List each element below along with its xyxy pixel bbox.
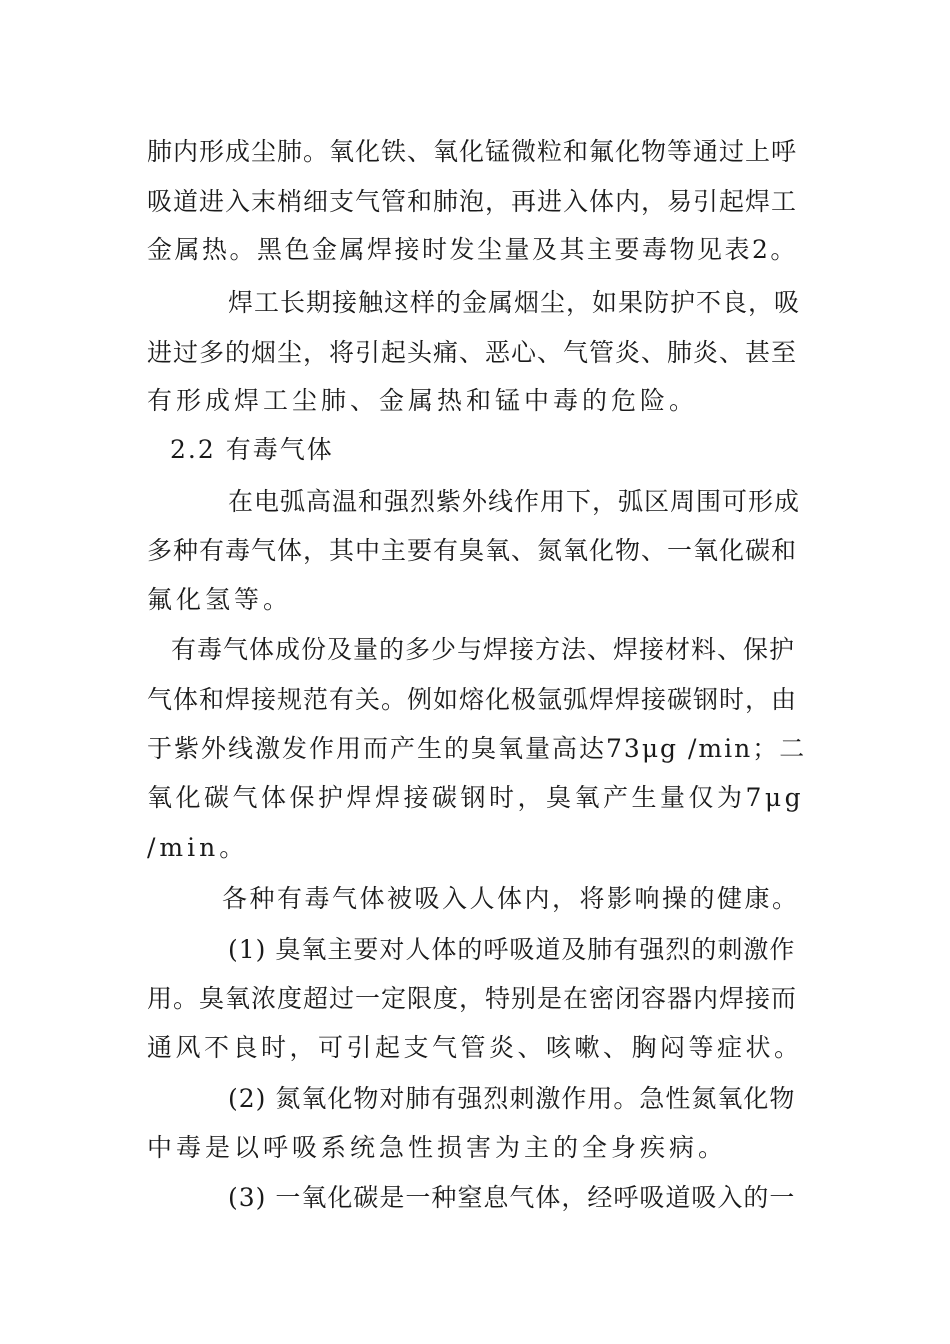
- text-line: 肺内形成尘肺。氧化铁、氧化锰微粒和氟化物等通过上呼: [147, 137, 798, 166]
- text-line: (3) 一氧化碳是一种窒息气体，经呼吸道吸入的一: [228, 1183, 796, 1212]
- text-line: 各种有毒气体被吸入人体内，将影响操的健康。: [222, 884, 800, 913]
- text-line: 通风不良时，可引起支气管炎、咳嗽、胸闷等症状。: [147, 1033, 803, 1062]
- text-line: 氧化碳气体保护焊焊接碳钢时，臭氧产生量仅为7μg: [147, 783, 805, 812]
- text-line: 吸道进入末梢细支气管和肺泡，再进入体内，易引起焊工: [147, 187, 798, 216]
- text-line: 氟化氢等。: [147, 585, 293, 614]
- text-line: 有毒气体成份及量的多少与焊接方法、焊接材料、保护: [171, 635, 796, 664]
- text-line: 在电弧高温和强烈紫外线作用下，弧区周围可形成: [228, 487, 801, 516]
- text-line: 进过多的烟尘，将引起头痛、恶心、气管炎、肺炎、甚至: [147, 338, 798, 367]
- text-line: 气体和焊接规范有关。例如熔化极氩弧焊焊接碳钢时，由: [147, 685, 798, 714]
- text-line: (1) 臭氧主要对人体的呼吸道及肺有强烈的刺激作: [228, 935, 796, 964]
- text-line: 焊工长期接触这样的金属烟尘，如果防护不良，吸: [228, 288, 801, 317]
- text-line: 中毒是以呼吸系统急性损害为主的全身疾病。: [147, 1133, 728, 1162]
- section-heading: 2.2 有毒气体: [170, 435, 334, 464]
- text-line: 多种有毒气体，其中主要有臭氧、氮氧化物、一氧化碳和: [147, 536, 798, 565]
- text-line: 有形成焊工尘肺、金属热和锰中毒的危险。: [147, 386, 699, 415]
- text-line: 金属热。黑色金属焊接时发尘量及其主要毒物见表2。: [147, 235, 798, 264]
- text-line: 于紫外线激发作用而产生的臭氧量高达73μg /min；二: [147, 734, 807, 763]
- text-line: (2) 氮氧化物对肺有强烈刺激作用。急性氮氧化物: [228, 1084, 796, 1113]
- text-line: 用。臭氧浓度超过一定限度，特别是在密闭容器内焊接而: [147, 984, 798, 1013]
- text-line: /min。: [147, 833, 249, 862]
